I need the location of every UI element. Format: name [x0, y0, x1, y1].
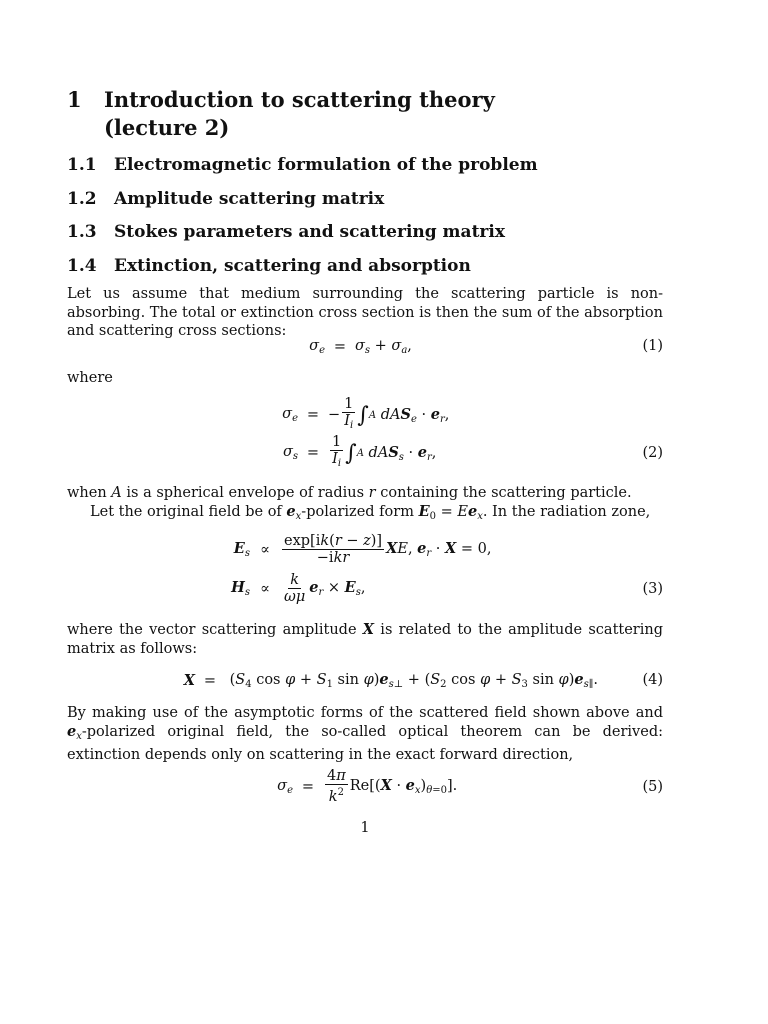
section-number: 1.1: [67, 155, 97, 175]
equation-number: (2): [642, 445, 663, 461]
paragraph: Let the original field be of $e_x$-polarized form $E_0 = Ee_x$. In the radiation zone,: [90, 503, 651, 522]
paragraph-text: Let the original field be of: [90, 504, 287, 520]
section-heading: [67, 221, 505, 243]
section-title: Stokes parameters and scattering matrix: [114, 222, 505, 242]
section-title: Electromagnetic formulation of the problem: [114, 155, 538, 175]
equation-1: $\sigma_e$ = $\sigma_s + \sigma_a$,: [309, 338, 412, 356]
equation-5: $\sigma_e$ = $\frac{4\pi}{k^2}$ $Re[(X \cdot e_x)_{\theta=0}]$.: [277, 768, 458, 805]
section-heading: [67, 188, 384, 210]
equation-number: (4): [642, 672, 663, 688]
equation-3b: $H_s$ ∝ $\frac{k}{\omega\mu}$ $e_r \times E_s$,: [231, 572, 366, 605]
section-title: Amplitude scattering matrix: [114, 189, 385, 209]
paragraph: where the vector scattering amplitude X is related to the amplitude scattering matrix as follows:: [67, 621, 663, 657]
chapter-number: 1: [67, 87, 82, 112]
section-heading: [67, 154, 538, 176]
page-number: 1: [360, 820, 370, 836]
equation-number: (1): [642, 338, 663, 354]
equation-number: (5): [642, 779, 663, 795]
section-number: 1.2: [67, 189, 97, 209]
equation-3a: $E_s$ ∝ $\frac{\exp[ik(r - z)]}{\text{−ikr}}$ XE, $e_r \cdot X = 0$,: [233, 533, 492, 566]
equation-2b: $\sigma_s$ = $\frac{1}{I_i}$ ∫ A $dAS_s \cdot e_r$,: [282, 434, 437, 469]
paragraph: Let us assume that medium surrounding the scattering particle is non-absorbing. The total or extinction cross section is then the sum of the absorption and scattering cross sections:: [67, 286, 663, 339]
equation-number: (3): [642, 581, 663, 597]
equation-2a: $\sigma_e$ = − $\frac{1}{I_i}$ ∫ A $dAS_e \cdot e_r$,: [282, 396, 450, 431]
paragraph-where: where: [67, 370, 113, 386]
paragraph-text: By making use of the asymptotic forms of the scattered field shown above and: [67, 705, 663, 721]
section-heading: [67, 255, 471, 277]
section-number: 1.4: [67, 256, 97, 276]
section-title: Extinction, scattering and absorption: [114, 256, 471, 276]
section-number: 1.3: [67, 222, 97, 242]
paragraph: when A is a spherical envelope of radius r containing the scattering particle.: [67, 485, 632, 501]
paragraph-text: . In the radiation zone,: [482, 504, 651, 520]
paragraph-text: -polarized original field, the so-called optical theorem can be derived: extinction depends only on scattering in the exact forward direction,: [67, 723, 663, 763]
chapter-title-line1: Introduction to scattering theory: [104, 87, 495, 112]
chapter-title: [67, 86, 495, 114]
chapter-title-line2: (lecture 2): [104, 115, 230, 140]
paragraph-text: -polarized form: [301, 504, 419, 520]
equation-4: X = ($S_4$ $\cos \varphi + S_1$ $\sin \varphi)e_{s\perp} + (S_2$ $\cos \varphi + S_3$ $\sin \varphi)e_{s\parallel}$.: [183, 671, 598, 690]
paragraph: By making use of the asymptotic forms of the scattered field shown above and $e_x$-polarized original field, the so-called optical theorem can be derived: extinction depends only on scattering in the exact forward direction,: [67, 705, 663, 763]
